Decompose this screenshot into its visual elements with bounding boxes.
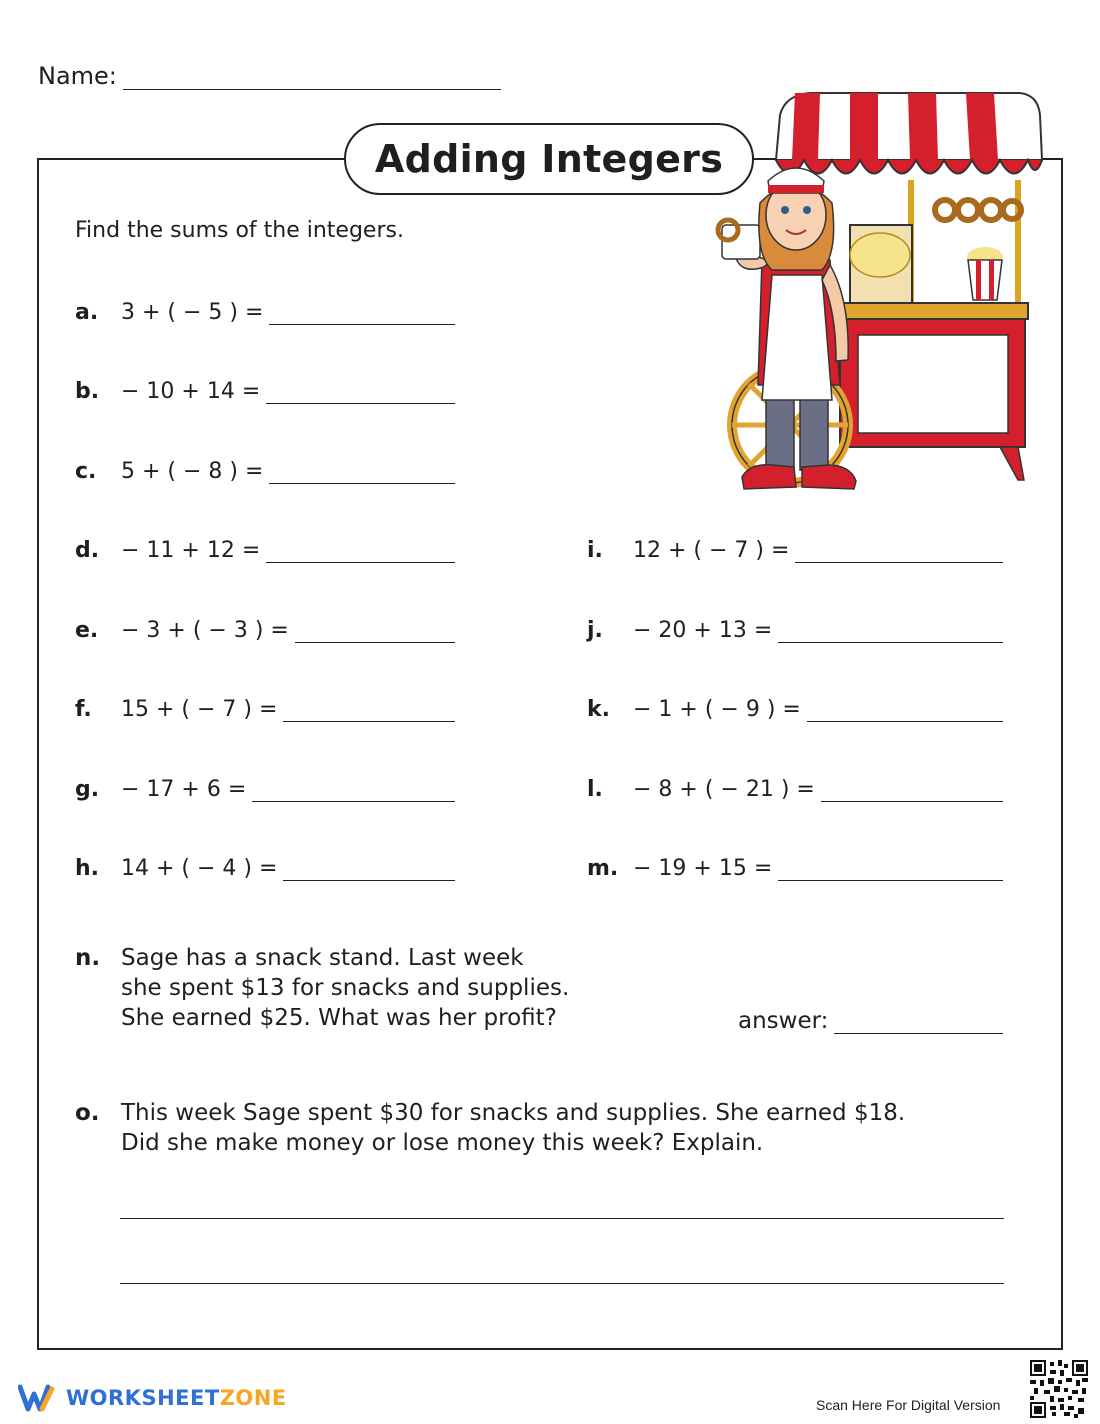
problem-expression: − 10 + 14 = <box>121 379 261 404</box>
answer-blank[interactable] <box>266 540 455 563</box>
answer-blank[interactable] <box>807 699 1003 722</box>
brand-logo[interactable] <box>18 1384 287 1412</box>
name-label: Name: <box>38 62 117 90</box>
name-field[interactable] <box>123 63 501 90</box>
worksheet-title: Adding Integers <box>344 123 754 195</box>
problem-letter: h. <box>75 856 100 881</box>
popcorn-bucket-icon <box>967 247 1003 300</box>
answer-blank[interactable] <box>778 858 1003 881</box>
instructions: Find the sums of the integers. <box>75 218 404 243</box>
problem-expression: − 11 + 12 = <box>121 538 261 563</box>
problem-f <box>75 692 455 722</box>
problem-k <box>587 692 1003 722</box>
problem-expression: − 19 + 15 = <box>633 856 773 881</box>
problem-letter: j. <box>587 618 603 643</box>
problem-i <box>587 533 1003 563</box>
problem-expression: − 3 + ( − 3 ) = <box>121 618 289 643</box>
answer-blank[interactable] <box>283 858 455 881</box>
answer-blank[interactable] <box>269 461 455 484</box>
problem-a <box>75 295 455 325</box>
answer-blank[interactable] <box>295 620 455 643</box>
worksheetzone-logo-icon <box>18 1384 58 1412</box>
problem-b <box>75 374 455 404</box>
problem-letter: a. <box>75 300 99 325</box>
problem-letter: i. <box>587 538 603 563</box>
problem-letter: k. <box>587 697 610 722</box>
problem-expression: − 20 + 13 = <box>633 618 773 643</box>
problem-m <box>587 851 1003 881</box>
problem-h <box>75 851 455 881</box>
problem-j <box>587 613 1003 643</box>
problem-expression: − 8 + ( − 21 ) = <box>633 777 815 802</box>
brand-name-part1: WORKSHEET <box>66 1386 220 1410</box>
pretzel-icon <box>935 200 1021 220</box>
brand-name <box>66 1386 287 1410</box>
word-problem-n <box>75 943 715 1039</box>
name-row <box>38 62 501 90</box>
problem-d <box>75 533 455 563</box>
word-problem-line: This week Sage spent $30 for snacks and supplies. She earned $18. <box>121 1100 906 1126</box>
problem-letter: f. <box>75 697 92 722</box>
problem-expression: 3 + ( − 5 ) = <box>121 300 264 325</box>
problem-letter: o. <box>75 1100 100 1126</box>
answer-blank[interactable] <box>821 779 1003 802</box>
problem-letter: m. <box>587 856 619 881</box>
scan-text: Scan Here For Digital Version <box>816 1397 1001 1413</box>
answer-row-n <box>738 1004 1003 1034</box>
problem-expression: 12 + ( − 7 ) = <box>633 538 790 563</box>
answer-blank[interactable] <box>269 302 455 325</box>
answer-label: answer: <box>738 1008 829 1034</box>
word-problem-line: She earned $25. What was her profit? <box>121 1005 557 1031</box>
problem-letter: c. <box>75 459 97 484</box>
brand-name-part2: ZONE <box>219 1386 287 1410</box>
problem-letter: g. <box>75 777 100 802</box>
word-problem-line: she spent $13 for snacks and supplies. <box>121 975 570 1001</box>
problem-c <box>75 454 455 484</box>
answer-blank[interactable] <box>834 1011 1003 1034</box>
explain-line-2[interactable] <box>120 1283 1004 1284</box>
word-problem-line: Sage has a snack stand. Last week <box>121 945 524 971</box>
problem-l <box>587 772 1003 802</box>
problem-expression: − 17 + 6 = <box>121 777 247 802</box>
word-problem-line: Did she make money or lose money this week? Explain. <box>121 1130 764 1156</box>
answer-blank[interactable] <box>266 381 455 404</box>
problem-expression: 15 + ( − 7 ) = <box>121 697 278 722</box>
problem-expression: − 1 + ( − 9 ) = <box>633 697 801 722</box>
problem-letter: e. <box>75 618 99 643</box>
problem-letter: l. <box>587 777 603 802</box>
explain-line-1[interactable] <box>120 1218 1004 1219</box>
problem-letter: b. <box>75 379 100 404</box>
problem-letter: n. <box>75 945 101 971</box>
answer-blank[interactable] <box>252 779 455 802</box>
problem-expression: 14 + ( − 4 ) = <box>121 856 278 881</box>
answer-blank[interactable] <box>795 540 1003 563</box>
answer-blank[interactable] <box>778 620 1003 643</box>
problem-expression: 5 + ( − 8 ) = <box>121 459 264 484</box>
problem-g <box>75 772 455 802</box>
problem-e <box>75 613 455 643</box>
qr-code-icon[interactable] <box>1030 1360 1088 1418</box>
answer-blank[interactable] <box>283 699 455 722</box>
awning-shape <box>776 93 1042 174</box>
problem-letter: d. <box>75 538 100 563</box>
word-problem-o <box>75 1098 1005 1162</box>
